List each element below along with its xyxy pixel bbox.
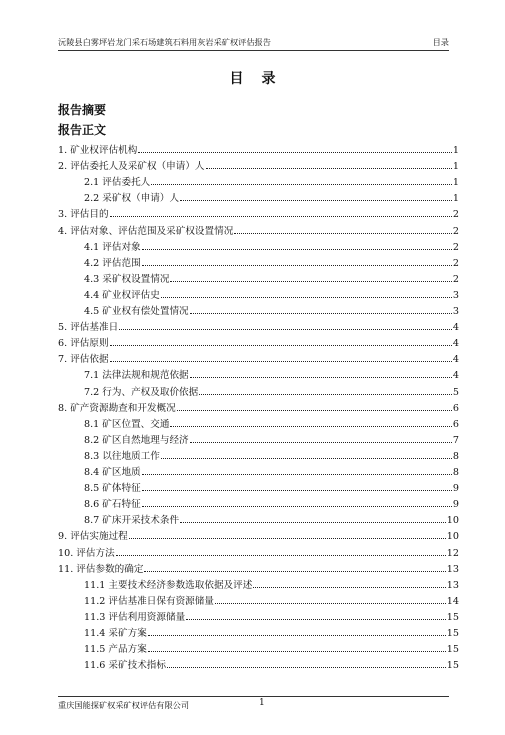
toc-entry[interactable] <box>84 463 459 478</box>
toc-leader-dots <box>190 442 452 443</box>
toc-entry[interactable] <box>84 592 459 607</box>
toc-entry-label: 11.4 采矿方案 <box>84 628 147 639</box>
toc-entry-label: 11.6 采矿技术指标 <box>84 660 166 672</box>
toc-entry[interactable] <box>84 624 459 639</box>
toc-entry-label: 8.6 矿石特征 <box>84 499 141 511</box>
toc-entry[interactable] <box>84 415 459 430</box>
toc-entry-label: 8.5 矿体特征 <box>84 483 141 495</box>
toc-entry-page: 1 <box>452 193 459 205</box>
toc-leader-dots <box>116 555 446 556</box>
toc-entry-page: 10 <box>446 515 459 527</box>
toc-leader-dots <box>142 506 452 507</box>
toc-entry[interactable] <box>58 141 459 156</box>
toc-entry-label: 2.1 评估委托人 <box>84 177 151 189</box>
toc-entry[interactable] <box>84 254 459 269</box>
toc-leader-dots <box>151 184 452 185</box>
toc-entry[interactable] <box>58 318 459 333</box>
toc-entry-label: 11.3 评估利用资源储量 <box>84 611 186 623</box>
toc-entry-label: 3. 评估目的 <box>58 209 109 221</box>
toc-entry[interactable] <box>84 608 459 623</box>
toc-leader-dots <box>170 281 451 282</box>
section-body: 报告正文 <box>58 123 107 137</box>
toc-entry-page: 8 <box>452 467 459 478</box>
toc-entry-page: 2 <box>452 257 459 269</box>
toc-entry-page: 4 <box>452 354 459 366</box>
toc-leader-dots <box>177 410 452 411</box>
toc-entry-page: 3 <box>452 289 459 301</box>
toc-entry-page: 13 <box>446 579 459 591</box>
toc-entry-page: 2 <box>452 273 459 285</box>
page-header <box>58 34 449 51</box>
toc-entry-label: 5. 评估基准日 <box>58 322 119 334</box>
toc-leader-dots <box>234 233 452 234</box>
toc-entry-page: 4 <box>452 338 459 350</box>
toc-entry-label: 1. 矿业权评估机构 <box>58 145 138 156</box>
toc-entry[interactable] <box>58 527 459 542</box>
toc-entry[interactable] <box>84 431 459 446</box>
toc-entry-page: 15 <box>446 660 459 672</box>
toc-entry[interactable] <box>84 656 459 671</box>
section-summary: 报告摘要 <box>58 103 107 117</box>
toc-leader-dots <box>161 458 452 459</box>
toc-entry-page: 1 <box>452 145 459 156</box>
toc-entry-page: 15 <box>446 628 459 639</box>
toc-entry[interactable] <box>58 350 459 365</box>
toc-leader-dots <box>110 216 452 217</box>
toc-leader-dots <box>180 200 452 201</box>
toc-entry[interactable] <box>84 495 459 510</box>
toc-entry-page: 12 <box>446 547 459 559</box>
toc-entry-page: 9 <box>452 499 459 511</box>
toc-entry-label: 4.5 矿业权有偿处置情况 <box>84 306 189 317</box>
toc-entry[interactable] <box>84 189 459 204</box>
toc-entry[interactable] <box>58 222 459 237</box>
toc-entry[interactable] <box>84 238 459 253</box>
toc-entry-label: 8.4 矿区地质 <box>84 467 141 478</box>
toc-leader-dots <box>190 313 452 314</box>
toc-entry[interactable] <box>58 560 459 575</box>
toc-entry-label: 8.3 以往地质工作 <box>84 450 160 462</box>
toc-entry[interactable] <box>84 302 459 317</box>
toc-entry-page: 15 <box>446 644 459 656</box>
toc-entry-page: 14 <box>446 595 459 607</box>
toc-entry-label: 6. 评估原则 <box>58 338 109 350</box>
toc-entry-label: 11.2 评估基准日保有资源储量 <box>84 595 214 607</box>
toc-entry[interactable] <box>84 286 459 301</box>
toc-leader-dots <box>206 168 452 169</box>
toc-leader-dots <box>110 345 452 346</box>
toc-entry-label: 4.2 评估范围 <box>84 257 141 269</box>
toc-entry[interactable] <box>84 270 459 285</box>
toc-leader-dots <box>144 571 445 572</box>
toc-entry-page: 8 <box>452 450 459 462</box>
toc-entry-label: 8.7 矿床开采技术条件 <box>84 515 180 527</box>
toc-entry[interactable] <box>84 576 459 591</box>
toc-leader-dots <box>167 667 446 668</box>
toc-leader-dots <box>142 265 452 266</box>
toc-entry-label: 11. 评估参数的确定 <box>58 563 144 575</box>
toc-entry-page: 2 <box>452 241 459 253</box>
toc-entry-page: 7 <box>452 434 459 446</box>
toc-entry-page: 4 <box>452 370 459 382</box>
toc-entry-label: 9. 评估实施过程 <box>58 531 128 543</box>
toc-entry-label: 7.1 法律法规和规范依据 <box>84 370 189 382</box>
toc-entry-page: 3 <box>452 306 459 317</box>
toc-entry-page: 6 <box>452 402 459 414</box>
toc-entry-page: 4 <box>452 322 459 334</box>
page-footer <box>58 696 449 717</box>
toc-entry-label: 4.1 评估对象 <box>84 241 141 253</box>
toc-entry-label: 11.5 产品方案 <box>84 644 147 656</box>
toc-entry[interactable] <box>84 383 459 398</box>
toc-leader-dots <box>180 522 446 523</box>
toc-entry-label: 4.4 矿业权评估史 <box>84 289 160 301</box>
toc-entry-label: 8. 矿产资源勘查和开发概况 <box>58 402 176 414</box>
toc-entry-page: 1 <box>452 177 459 189</box>
toc-entry-page: 2 <box>452 209 459 221</box>
page-title: 目录 <box>229 71 294 87</box>
toc-leader-dots <box>170 426 451 427</box>
toc-entry-label: 2.2 采矿权（申请）人 <box>84 193 180 205</box>
toc-entry[interactable] <box>84 173 459 188</box>
toc-leader-dots <box>199 394 452 395</box>
toc-entry[interactable] <box>84 447 459 462</box>
toc-leader-dots <box>186 619 446 620</box>
toc-entry[interactable] <box>58 544 459 559</box>
toc-entry-label: 8.2 矿区自然地理与经济 <box>84 434 189 446</box>
toc-leader-dots <box>253 587 445 588</box>
toc-entry-page: 2 <box>452 225 459 237</box>
toc-leader-dots <box>129 538 446 539</box>
toc-entry-page: 13 <box>446 563 459 575</box>
toc-leader-dots <box>119 329 452 330</box>
toc-leader-dots <box>148 651 446 652</box>
toc-leader-dots <box>110 361 452 362</box>
toc-entry-page: 15 <box>446 611 459 623</box>
toc-entry[interactable] <box>84 366 459 381</box>
toc-entry-page: 1 <box>452 161 459 173</box>
header-title: 沅陵县白雾坪岩龙门采石场建筑石料用灰岩采矿权评估报告 <box>58 37 271 47</box>
header-section: 目录 <box>432 37 449 47</box>
toc-entry-label: 11.1 主要技术经济参数选取依据及评述 <box>84 579 253 591</box>
toc-entry[interactable] <box>58 334 459 349</box>
toc-entry[interactable] <box>84 479 459 494</box>
toc-leader-dots <box>142 249 452 250</box>
toc-leader-dots <box>142 474 452 475</box>
toc-leader-dots <box>148 635 446 636</box>
toc-entry-page: 5 <box>452 386 459 398</box>
toc-leader-dots <box>215 603 446 604</box>
toc-leader-dots <box>190 377 452 378</box>
toc-leader-dots <box>161 297 452 298</box>
toc-entry[interactable] <box>58 205 459 220</box>
toc-entry-label: 8.1 矿区位置、交通 <box>84 418 170 430</box>
footer-page-number: 1 <box>259 698 265 708</box>
toc-entry[interactable] <box>58 157 459 172</box>
toc-entry-page: 9 <box>452 483 459 495</box>
toc-entry[interactable] <box>84 640 459 655</box>
toc-leader-dots <box>142 490 452 491</box>
footer-company: 重庆国能探矿权采矿权评估有限公司 <box>58 700 190 710</box>
toc-entry[interactable] <box>58 399 459 414</box>
toc-entry-label: 4.3 采矿权设置情况 <box>84 273 170 285</box>
toc-entry-page: 6 <box>452 418 459 430</box>
toc-entry-label: 2. 评估委托人及采矿权（申请）人 <box>58 161 205 173</box>
toc-leader-dots <box>138 152 452 153</box>
toc-entry-label: 7.2 行为、产权及取价依据 <box>84 386 199 398</box>
toc-entry-page: 10 <box>446 531 459 543</box>
toc-entry-label: 7. 评估依据 <box>58 354 109 366</box>
toc-entry[interactable] <box>84 511 459 526</box>
toc-entry-label: 4. 评估对象、评估范围及采矿权设置情况 <box>58 225 234 237</box>
toc-entry-label: 10. 评估方法 <box>58 547 115 559</box>
